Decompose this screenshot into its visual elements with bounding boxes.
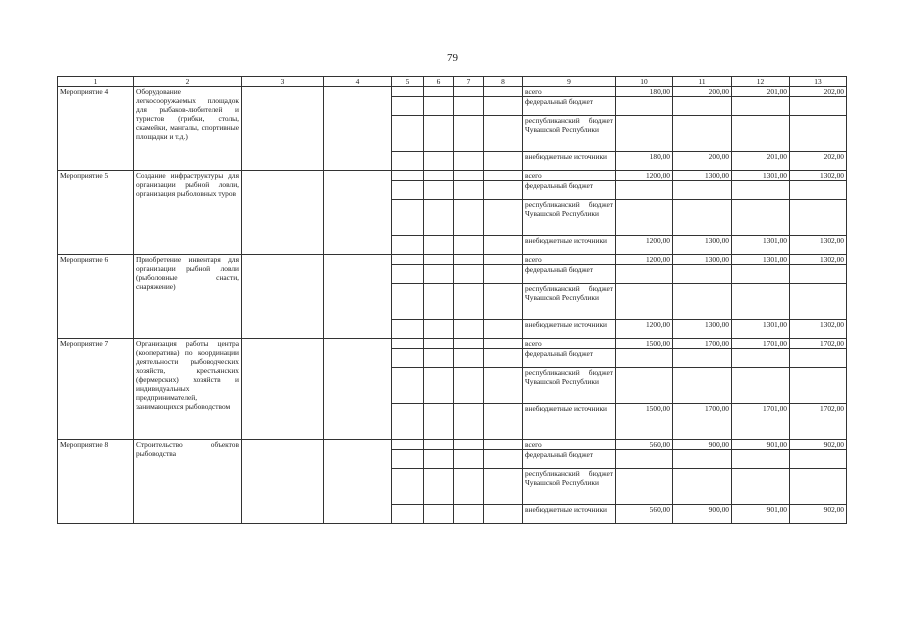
empty-cell bbox=[454, 440, 484, 450]
measure-name: Мероприятие 6 bbox=[58, 255, 134, 339]
empty-cell bbox=[424, 236, 454, 255]
amount-cell: 902,00 bbox=[790, 505, 847, 524]
empty-cell bbox=[424, 505, 454, 524]
empty-cell bbox=[454, 255, 484, 265]
amount-cell bbox=[732, 368, 790, 404]
empty-cell bbox=[424, 404, 454, 440]
amount-cell: 1301,00 bbox=[732, 320, 790, 339]
amount-cell bbox=[732, 97, 790, 116]
amount-cell: 1701,00 bbox=[732, 404, 790, 440]
funding-source: республиканский бюджет Чувашской Республики bbox=[523, 368, 616, 404]
empty-cell bbox=[392, 450, 424, 469]
amount-cell bbox=[790, 181, 847, 200]
funding-source: внебюджетные источники bbox=[523, 236, 616, 255]
amount-cell: 901,00 bbox=[732, 505, 790, 524]
empty-cell bbox=[484, 171, 523, 181]
empty-cell bbox=[454, 236, 484, 255]
measure-description: Создание инфраструктуры для организации рыбной ловли, организация рыболовных туров bbox=[134, 171, 242, 255]
empty-cell bbox=[454, 349, 484, 368]
empty-cell bbox=[484, 181, 523, 200]
measure-description: Строительство объектов рыбоводства bbox=[134, 440, 242, 524]
empty-cell bbox=[392, 505, 424, 524]
empty-cell bbox=[392, 284, 424, 320]
amount-cell: 560,00 bbox=[616, 440, 673, 450]
empty-cell bbox=[484, 469, 523, 505]
empty-cell bbox=[392, 255, 424, 265]
empty-cell bbox=[484, 450, 523, 469]
empty-cell bbox=[392, 320, 424, 339]
amount-cell: 201,00 bbox=[732, 152, 790, 171]
empty-cell bbox=[392, 440, 424, 450]
empty-cell bbox=[484, 265, 523, 284]
empty-cell bbox=[424, 469, 454, 505]
funding-source: всего bbox=[523, 87, 616, 97]
column-header: 7 bbox=[454, 77, 484, 87]
empty-cell bbox=[484, 284, 523, 320]
amount-cell: 1700,00 bbox=[673, 404, 732, 440]
empty-cell bbox=[392, 200, 424, 236]
budget-table bbox=[57, 76, 847, 524]
amount-cell bbox=[790, 116, 847, 152]
measure-name: Мероприятие 7 bbox=[58, 339, 134, 440]
empty-cell bbox=[484, 368, 523, 404]
empty-cell bbox=[424, 152, 454, 171]
amount-cell bbox=[673, 368, 732, 404]
funding-source: всего bbox=[523, 171, 616, 181]
amount-cell: 1702,00 bbox=[790, 404, 847, 440]
amount-cell bbox=[673, 116, 732, 152]
empty-cell bbox=[484, 255, 523, 265]
empty-cell bbox=[454, 171, 484, 181]
column-header: 3 bbox=[242, 77, 324, 87]
empty-cell bbox=[424, 97, 454, 116]
empty-cell bbox=[424, 255, 454, 265]
funding-source: внебюджетные источники bbox=[523, 505, 616, 524]
amount-cell bbox=[732, 469, 790, 505]
amount-cell: 1302,00 bbox=[790, 236, 847, 255]
amount-cell: 202,00 bbox=[790, 152, 847, 171]
funding-source: внебюджетные источники bbox=[523, 404, 616, 440]
empty-cell bbox=[392, 236, 424, 255]
amount-cell bbox=[790, 97, 847, 116]
column-header: 6 bbox=[424, 77, 454, 87]
empty-cell bbox=[484, 339, 523, 349]
empty-cell bbox=[424, 320, 454, 339]
empty-cell bbox=[392, 368, 424, 404]
amount-cell bbox=[616, 116, 673, 152]
empty-cell bbox=[424, 181, 454, 200]
table-row bbox=[58, 87, 847, 97]
empty-cell bbox=[484, 97, 523, 116]
amount-cell: 1200,00 bbox=[616, 320, 673, 339]
amount-cell: 900,00 bbox=[673, 440, 732, 450]
empty-cell bbox=[454, 469, 484, 505]
amount-cell: 1301,00 bbox=[732, 236, 790, 255]
amount-cell bbox=[790, 200, 847, 236]
table-row bbox=[58, 255, 847, 265]
empty-cell bbox=[324, 255, 392, 339]
empty-cell bbox=[454, 97, 484, 116]
empty-cell bbox=[424, 284, 454, 320]
column-header: 5 bbox=[392, 77, 424, 87]
empty-cell bbox=[242, 255, 324, 339]
amount-cell: 1702,00 bbox=[790, 339, 847, 349]
funding-source: всего bbox=[523, 339, 616, 349]
empty-cell bbox=[454, 368, 484, 404]
amount-cell: 1300,00 bbox=[673, 255, 732, 265]
table-row bbox=[58, 171, 847, 181]
amount-cell bbox=[616, 450, 673, 469]
amount-cell: 1300,00 bbox=[673, 171, 732, 181]
funding-source: всего bbox=[523, 255, 616, 265]
empty-cell bbox=[324, 339, 392, 440]
funding-source: республиканский бюджет Чувашской Республики bbox=[523, 469, 616, 505]
measure-description: Оборудование легкосооружаемых площадок для рыбаков-любителей и туристов (грибки, столы, скамейки, мангалы, спортивные площадки и т.д.) bbox=[134, 87, 242, 171]
empty-cell bbox=[454, 116, 484, 152]
funding-source: федеральный бюджет bbox=[523, 450, 616, 469]
amount-cell bbox=[616, 469, 673, 505]
empty-cell bbox=[392, 265, 424, 284]
amount-cell: 1300,00 bbox=[673, 320, 732, 339]
empty-cell bbox=[454, 265, 484, 284]
amount-cell: 1701,00 bbox=[732, 339, 790, 349]
empty-cell bbox=[484, 505, 523, 524]
amount-cell bbox=[732, 181, 790, 200]
empty-cell bbox=[392, 87, 424, 97]
funding-source: федеральный бюджет bbox=[523, 181, 616, 200]
empty-cell bbox=[242, 87, 324, 171]
amount-cell: 180,00 bbox=[616, 152, 673, 171]
amount-cell bbox=[732, 200, 790, 236]
column-header: 4 bbox=[324, 77, 392, 87]
empty-cell bbox=[324, 87, 392, 171]
amount-cell bbox=[790, 265, 847, 284]
measure-name: Мероприятие 8 bbox=[58, 440, 134, 524]
amount-cell bbox=[616, 200, 673, 236]
funding-source: внебюджетные источники bbox=[523, 152, 616, 171]
funding-source: федеральный бюджет bbox=[523, 349, 616, 368]
empty-cell bbox=[324, 440, 392, 524]
empty-cell bbox=[454, 284, 484, 320]
amount-cell: 1302,00 bbox=[790, 255, 847, 265]
amount-cell bbox=[673, 200, 732, 236]
empty-cell bbox=[424, 171, 454, 181]
amount-cell bbox=[732, 450, 790, 469]
empty-cell bbox=[424, 440, 454, 450]
empty-cell bbox=[424, 265, 454, 284]
empty-cell bbox=[454, 87, 484, 97]
measure-description: Приобретение инвентаря для организации рыбной ловли (рыболовные снасти, снаряжение) bbox=[134, 255, 242, 339]
amount-cell bbox=[616, 284, 673, 320]
column-header: 10 bbox=[616, 77, 673, 87]
amount-cell: 1200,00 bbox=[616, 171, 673, 181]
column-header: 11 bbox=[673, 77, 732, 87]
empty-cell bbox=[484, 87, 523, 97]
amount-cell bbox=[616, 181, 673, 200]
amount-cell: 201,00 bbox=[732, 87, 790, 97]
amount-cell: 200,00 bbox=[673, 152, 732, 171]
amount-cell bbox=[790, 284, 847, 320]
column-header: 12 bbox=[732, 77, 790, 87]
column-header: 13 bbox=[790, 77, 847, 87]
empty-cell bbox=[392, 349, 424, 368]
amount-cell: 1302,00 bbox=[790, 320, 847, 339]
amount-cell bbox=[732, 116, 790, 152]
page-number: 79 bbox=[447, 52, 458, 64]
amount-cell bbox=[616, 265, 673, 284]
amount-cell bbox=[790, 349, 847, 368]
measure-name: Мероприятие 4 bbox=[58, 87, 134, 171]
funding-source: федеральный бюджет bbox=[523, 97, 616, 116]
column-header: 9 bbox=[523, 77, 616, 87]
empty-cell bbox=[484, 116, 523, 152]
amount-cell: 1300,00 bbox=[673, 236, 732, 255]
funding-source: всего bbox=[523, 440, 616, 450]
empty-cell bbox=[484, 236, 523, 255]
empty-cell bbox=[484, 152, 523, 171]
empty-cell bbox=[392, 469, 424, 505]
empty-cell bbox=[242, 440, 324, 524]
funding-source: республиканский бюджет Чувашской Республики bbox=[523, 284, 616, 320]
empty-cell bbox=[324, 171, 392, 255]
funding-source: республиканский бюджет Чувашской Республики bbox=[523, 116, 616, 152]
amount-cell: 200,00 bbox=[673, 87, 732, 97]
amount-cell: 1700,00 bbox=[673, 339, 732, 349]
amount-cell bbox=[732, 265, 790, 284]
empty-cell bbox=[484, 320, 523, 339]
empty-cell bbox=[424, 116, 454, 152]
amount-cell bbox=[616, 97, 673, 116]
amount-cell: 180,00 bbox=[616, 87, 673, 97]
amount-cell: 1500,00 bbox=[616, 339, 673, 349]
funding-source: федеральный бюджет bbox=[523, 265, 616, 284]
empty-cell bbox=[454, 339, 484, 349]
table-row bbox=[58, 339, 847, 349]
empty-cell bbox=[454, 320, 484, 339]
amount-cell: 1200,00 bbox=[616, 236, 673, 255]
empty-cell bbox=[454, 200, 484, 236]
amount-cell bbox=[616, 349, 673, 368]
empty-cell bbox=[424, 339, 454, 349]
empty-cell bbox=[454, 181, 484, 200]
amount-cell bbox=[732, 284, 790, 320]
amount-cell bbox=[673, 265, 732, 284]
empty-cell bbox=[424, 349, 454, 368]
amount-cell bbox=[616, 368, 673, 404]
amount-cell: 901,00 bbox=[732, 440, 790, 450]
empty-cell bbox=[424, 450, 454, 469]
column-header: 1 bbox=[58, 77, 134, 87]
empty-cell bbox=[392, 152, 424, 171]
empty-cell bbox=[242, 171, 324, 255]
empty-cell bbox=[392, 97, 424, 116]
empty-cell bbox=[484, 200, 523, 236]
amount-cell: 902,00 bbox=[790, 440, 847, 450]
amount-cell: 202,00 bbox=[790, 87, 847, 97]
empty-cell bbox=[484, 440, 523, 450]
amount-cell bbox=[673, 349, 732, 368]
amount-cell bbox=[732, 349, 790, 368]
header-row bbox=[58, 77, 847, 87]
amount-cell: 1301,00 bbox=[732, 255, 790, 265]
amount-cell: 1301,00 bbox=[732, 171, 790, 181]
table-row bbox=[58, 440, 847, 450]
measure-name: Мероприятие 5 bbox=[58, 171, 134, 255]
amount-cell bbox=[790, 469, 847, 505]
amount-cell: 900,00 bbox=[673, 505, 732, 524]
empty-cell bbox=[424, 368, 454, 404]
amount-cell bbox=[673, 97, 732, 116]
amount-cell: 560,00 bbox=[616, 505, 673, 524]
amount-cell: 1500,00 bbox=[616, 404, 673, 440]
amount-cell bbox=[673, 284, 732, 320]
funding-source: внебюджетные источники bbox=[523, 320, 616, 339]
empty-cell bbox=[392, 171, 424, 181]
empty-cell bbox=[392, 116, 424, 152]
empty-cell bbox=[454, 404, 484, 440]
empty-cell bbox=[392, 404, 424, 440]
measure-description: Организация работы центра (кооператива) по координации деятельности рыбоводческих хозяйств, крестьянских (фермерских) хозяйств и индивидуальных предпринимателей, занимающихся рыбоводством bbox=[134, 339, 242, 440]
column-header: 2 bbox=[134, 77, 242, 87]
amount-cell: 1302,00 bbox=[790, 171, 847, 181]
empty-cell bbox=[392, 181, 424, 200]
empty-cell bbox=[454, 505, 484, 524]
empty-cell bbox=[424, 200, 454, 236]
amount-cell: 1200,00 bbox=[616, 255, 673, 265]
amount-cell bbox=[673, 450, 732, 469]
empty-cell bbox=[424, 87, 454, 97]
empty-cell bbox=[454, 450, 484, 469]
empty-cell bbox=[392, 339, 424, 349]
column-header: 8 bbox=[484, 77, 523, 87]
amount-cell bbox=[790, 450, 847, 469]
amount-cell bbox=[790, 368, 847, 404]
empty-cell bbox=[242, 339, 324, 440]
funding-source: республиканский бюджет Чувашской Республики bbox=[523, 200, 616, 236]
amount-cell bbox=[673, 181, 732, 200]
amount-cell bbox=[673, 469, 732, 505]
empty-cell bbox=[484, 404, 523, 440]
empty-cell bbox=[454, 152, 484, 171]
empty-cell bbox=[484, 349, 523, 368]
